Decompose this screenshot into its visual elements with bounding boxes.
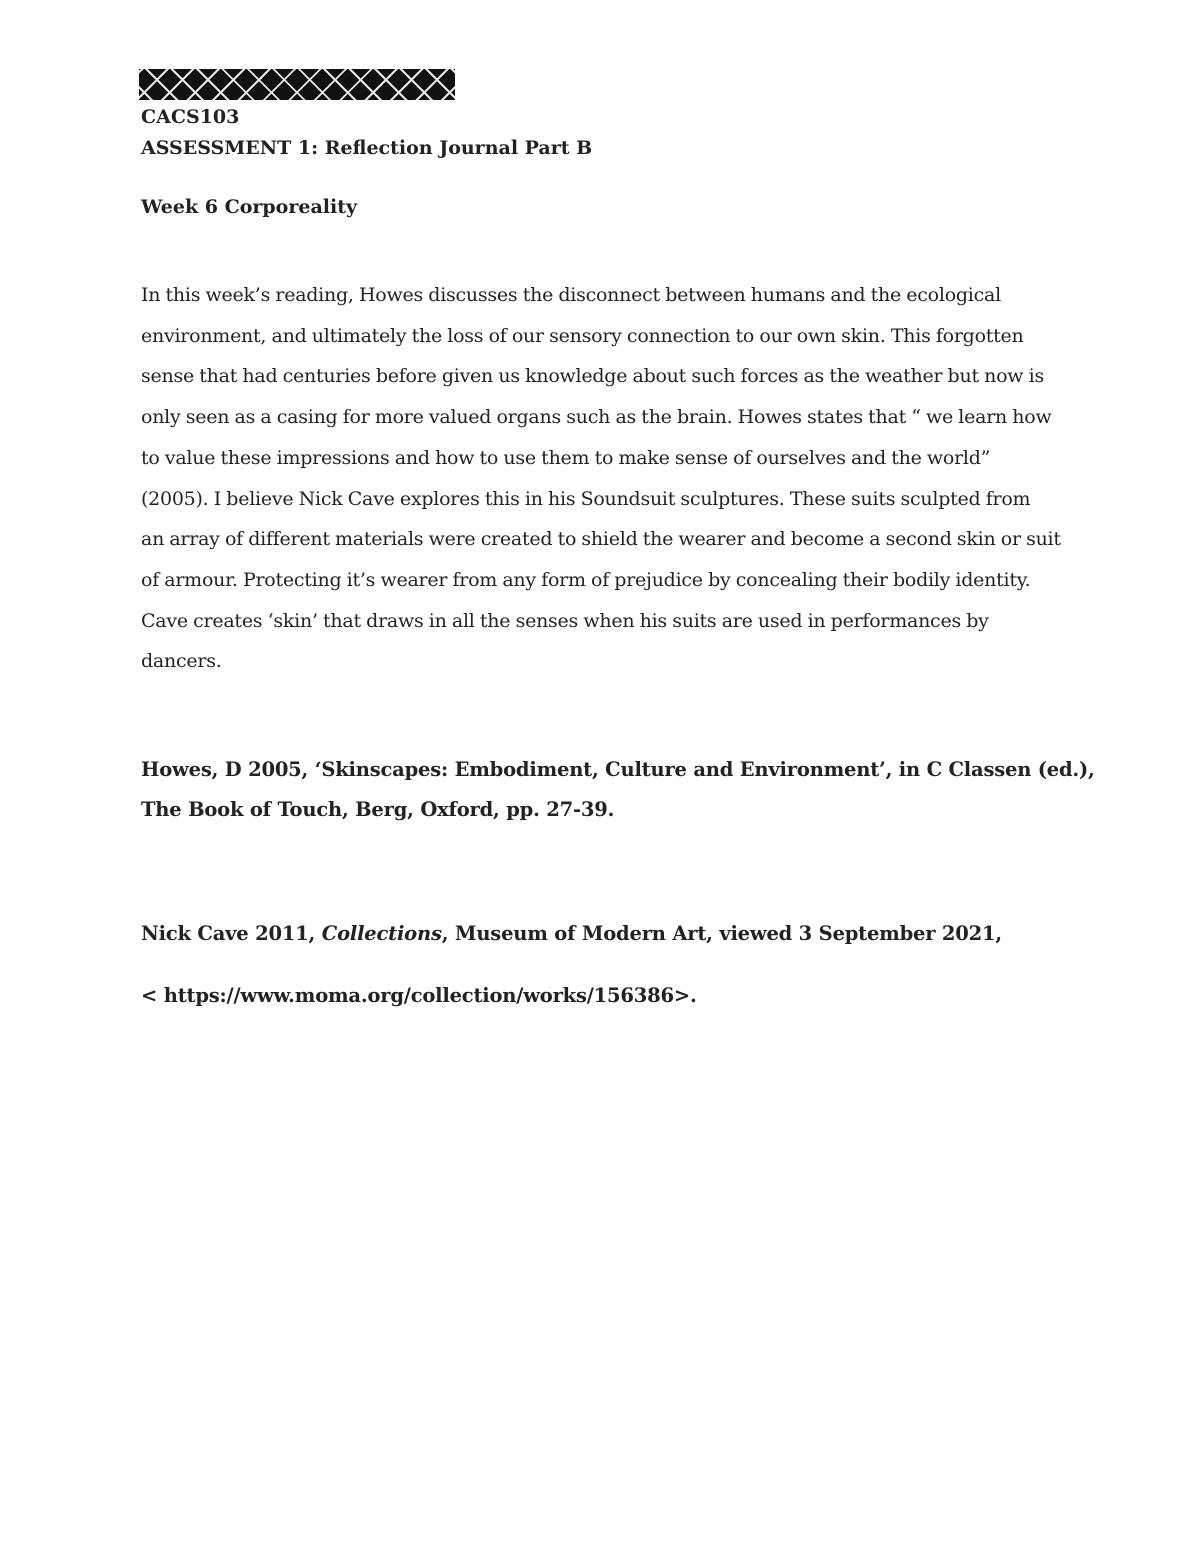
paragraph-line: to value these impressions and how to use them to make sense of ourselves and the world” <box>141 446 991 469</box>
reference-url-line <box>141 976 697 1016</box>
paragraph-line: In this week’s reading, Howes discusses the disconnect between humans and the ecological <box>141 284 1001 306</box>
section-heading: Week 6 Corporeality <box>141 196 358 218</box>
reference-line <box>141 914 1002 954</box>
redacted-name-block <box>139 69 455 100</box>
reference-line: Howes, D 2005, ‘Skinscapes: Embodiment, Culture and Environment’, in C Classen (ed.), <box>141 758 1095 781</box>
paragraph-line: only seen as a casing for more valued organs such as the brain. Howes states that “ we learn how <box>141 406 1052 429</box>
reference-title: Collections <box>321 922 442 945</box>
paragraph-line: environment, and ultimately the loss of our sensory connection to our own skin. This forgotten <box>141 324 1024 347</box>
reference-url: < https://www.moma.org/collection/works/156386>. <box>141 984 697 1007</box>
reference-suffix: , Museum of Modern Art, viewed 3 September 2021, <box>441 922 1002 945</box>
paragraph-line: dancers. <box>141 650 222 673</box>
course-code: CACS103 <box>141 106 240 128</box>
paragraph-line: (2005). I believe Nick Cave explores this in his Soundsuit sculptures. These suits sculpted from <box>141 487 1031 510</box>
reference-prefix: Nick Cave 2011, <box>141 922 322 945</box>
reference-line: The Book of Touch, Berg, Oxford, pp. 27-39. <box>141 798 615 821</box>
paragraph-line: an array of different materials were created to shield the wearer and become a second skin or suit <box>141 528 1061 551</box>
reference-nick-cave <box>141 914 1002 954</box>
reference-howes <box>141 750 1095 830</box>
paragraph-line: sense that had centuries before given us knowledge about such forces as the weather but now is <box>141 365 1044 388</box>
paragraph-line: of armour. Protecting it’s wearer from any form of prejudice by concealing their bodily identity. <box>141 568 1031 591</box>
paragraph-line: Cave creates ‘skin’ that draws in all the senses when his suits are used in performances by <box>141 609 989 632</box>
assessment-title: ASSESSMENT 1: Reflection Journal Part B <box>141 137 593 159</box>
reflection-paragraph <box>141 275 1071 682</box>
